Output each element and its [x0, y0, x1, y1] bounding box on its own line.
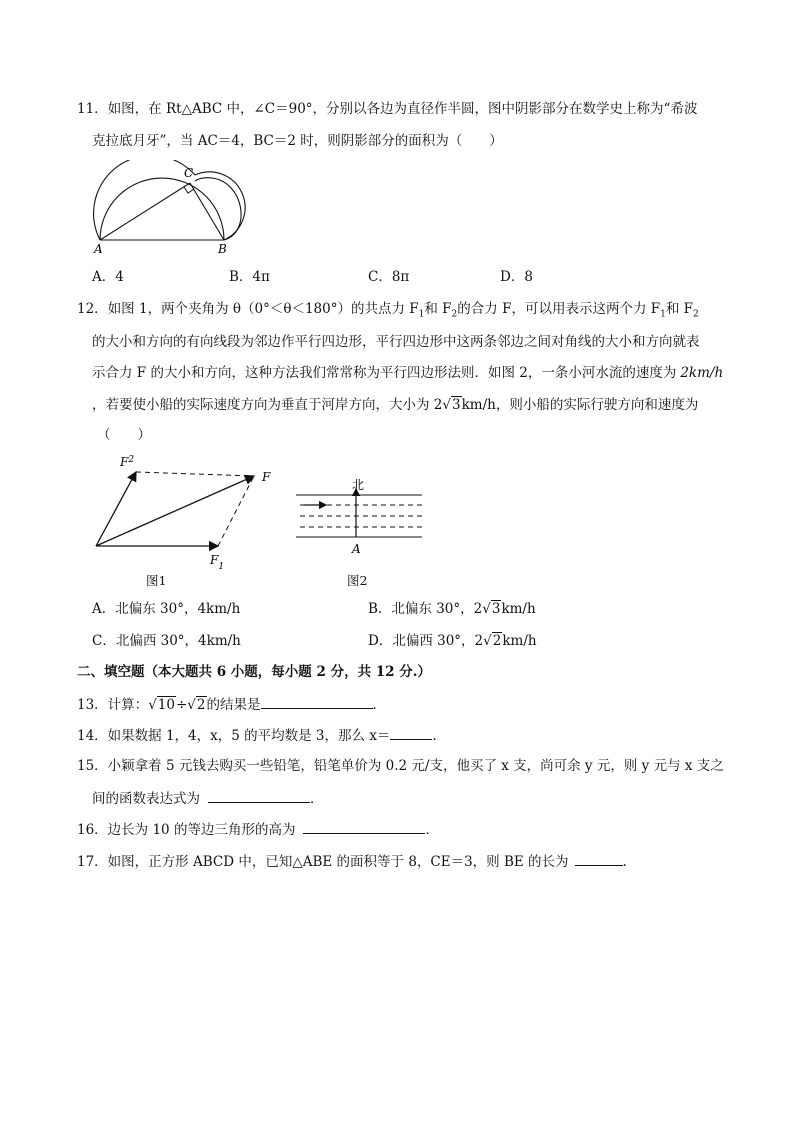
q12-text-3a: 示合力 F 的大小和方向，这种方法我们常常称为平行四边形法则．如图 2，一条小河水流的速度为 — [92, 365, 677, 381]
section2-title: 二、填空题（本大题共 6 小题，每小题 2 分，共 12 分.） — [77, 664, 431, 680]
q17 — [77, 852, 627, 871]
q16-text: 16．边长为 10 的等边三角形的高为 — [77, 822, 296, 838]
q11-line1 — [77, 100, 697, 118]
fig2-label-a: A — [352, 542, 361, 556]
q15-answer-blank[interactable] — [208, 789, 310, 803]
vector-f2 — [96, 472, 136, 546]
q12-text-4a: ，若要使小船的实际速度方向为垂直于河岸方向，大小为 2 — [92, 397, 443, 413]
q13-rad1: 10 — [157, 697, 175, 713]
q12-option-b-post: km/h — [501, 601, 536, 617]
q17-end: . — [622, 854, 627, 870]
q12-radicand: 3 — [452, 397, 461, 413]
arc-ac — [94, 160, 195, 240]
q12-text-1d: 和 F — [665, 301, 694, 317]
q11-number: 11． — [77, 101, 108, 117]
segment-bc — [190, 183, 224, 240]
q14-answer-blank[interactable] — [390, 726, 432, 740]
segment-ac — [100, 183, 190, 240]
q12-text-1b: 和 F — [424, 301, 452, 317]
q12-option-c: C．北偏西 30°，4km/h — [92, 633, 241, 649]
q13-rad2: 2 — [196, 697, 206, 713]
q11-option-d: D．8 — [500, 269, 533, 285]
q12-option-d-rad: 2 — [492, 633, 502, 649]
q12-option-d-post: km/h — [502, 633, 537, 649]
q12-option-d: D．北偏西 30°，2√2km/h — [368, 633, 537, 649]
q12-text-4b: km/h，则小船的实际行驶方向和速度为 — [461, 397, 699, 413]
q14-text: 14．如果数据 1，4，x，5 的平均数是 3，那么 x＝ — [77, 728, 391, 744]
q15-text-line2: 间的函数表达式为 — [92, 791, 200, 807]
q13-end: ． — [372, 697, 386, 713]
q13-post: 的结果是 — [206, 697, 261, 713]
dashed-top — [136, 472, 254, 476]
q15-line2 — [92, 789, 324, 808]
q12-option-d-pre: D．北偏西 30°，2 — [368, 633, 484, 649]
q12-sub2b: 2 — [693, 309, 699, 320]
fig2-caption: 图2 — [347, 573, 368, 588]
q13-answer-blank[interactable] — [261, 695, 373, 709]
q12-option-a: A．北偏东 30°，4km/h — [92, 601, 241, 617]
q12-text-line2: 的大小和方向的有向线段为邻边作平行四边形，平行四边形中这两条邻边之间对角线的大小和方向就表 — [92, 334, 700, 350]
q12-line3 — [92, 364, 723, 382]
q14 — [77, 726, 446, 745]
fig2-label-north: 北 — [352, 478, 365, 492]
q13: 13．计算：√10÷√2的结果是 ． — [77, 697, 386, 713]
q17-text: 17．如图，正方形 ABCD 中，已知△ABE 的面积等于 8，CE＝3，则 BE 的长为 — [77, 854, 569, 870]
q12-sub1b: 1 — [660, 309, 666, 320]
q14-end: ． — [432, 728, 446, 744]
q12-sub2: 2 — [451, 309, 458, 320]
q12-text-line5: （ ） — [97, 427, 151, 443]
fig1-label-f: F — [262, 470, 271, 484]
vector-f — [96, 476, 254, 546]
q12-text-1c: 的合力 F，可以用表示这两个力 F — [457, 301, 661, 317]
q17-answer-blank[interactable] — [575, 852, 623, 866]
q12-option-b: B．北偏东 30°，2√3km/h — [368, 601, 536, 617]
q11-option-c: C．8π — [368, 269, 410, 285]
q12-figure1 — [90, 450, 290, 575]
q15-text-line1: 15．小颖拿着 5 元钱去购买一些铅笔，铅笔单价为 0.2 元/支，他买了 x 支，尚可余 y 元，则 y 元与 x 支之 — [77, 758, 724, 774]
dashed-right — [218, 476, 254, 546]
q12-speed: 2km/h — [680, 365, 724, 381]
q12-figure2 — [290, 475, 430, 560]
q12-option-b-pre: B．北偏东 30°，2 — [368, 601, 483, 617]
q11-text-line2: 克拉底月牙”，当 AC＝4，BC＝2 时，则阴影部分的面积为（ ） — [92, 133, 503, 149]
q12-line1 — [77, 300, 699, 324]
fig1-label-f2: $F^2$ — [120, 455, 135, 469]
label-a: A — [94, 242, 103, 255]
q15-end: ． — [310, 791, 324, 807]
fig1-label-f1: $F_1$ — [210, 553, 225, 572]
q12-sub1: 1 — [418, 309, 425, 320]
fig1-caption: 图1 — [146, 573, 167, 588]
q12-option-b-rad: 3 — [491, 601, 501, 617]
q11-option-a: A．4 — [92, 269, 124, 285]
q12-line4: ，若要使小船的实际速度方向为垂直于河岸方向，大小为 2√3km/h，则小船的实际行驶方向和速度为 — [92, 397, 699, 413]
label-c: C — [184, 166, 194, 180]
q11-figure — [92, 160, 252, 255]
q16-end: ． — [425, 822, 439, 838]
q12-number: 12． — [77, 301, 108, 317]
q11-text-line1: 如图，在 Rt△ABC 中，∠C＝90°，分别以各边为直径作半圆，图中阴影部分在数学史上称为“希波 — [107, 101, 698, 117]
label-b: B — [218, 242, 227, 255]
q16-answer-blank[interactable] — [303, 820, 425, 834]
q12-text-1a: 如图 1，两个夹角为 θ（0°＜θ＜180°）的共点力 F — [107, 301, 419, 317]
q16 — [77, 820, 439, 839]
q11-option-b: B．4π — [229, 269, 270, 285]
q13-pre: 13．计算： — [77, 697, 149, 713]
q13-op: ÷ — [175, 697, 188, 713]
